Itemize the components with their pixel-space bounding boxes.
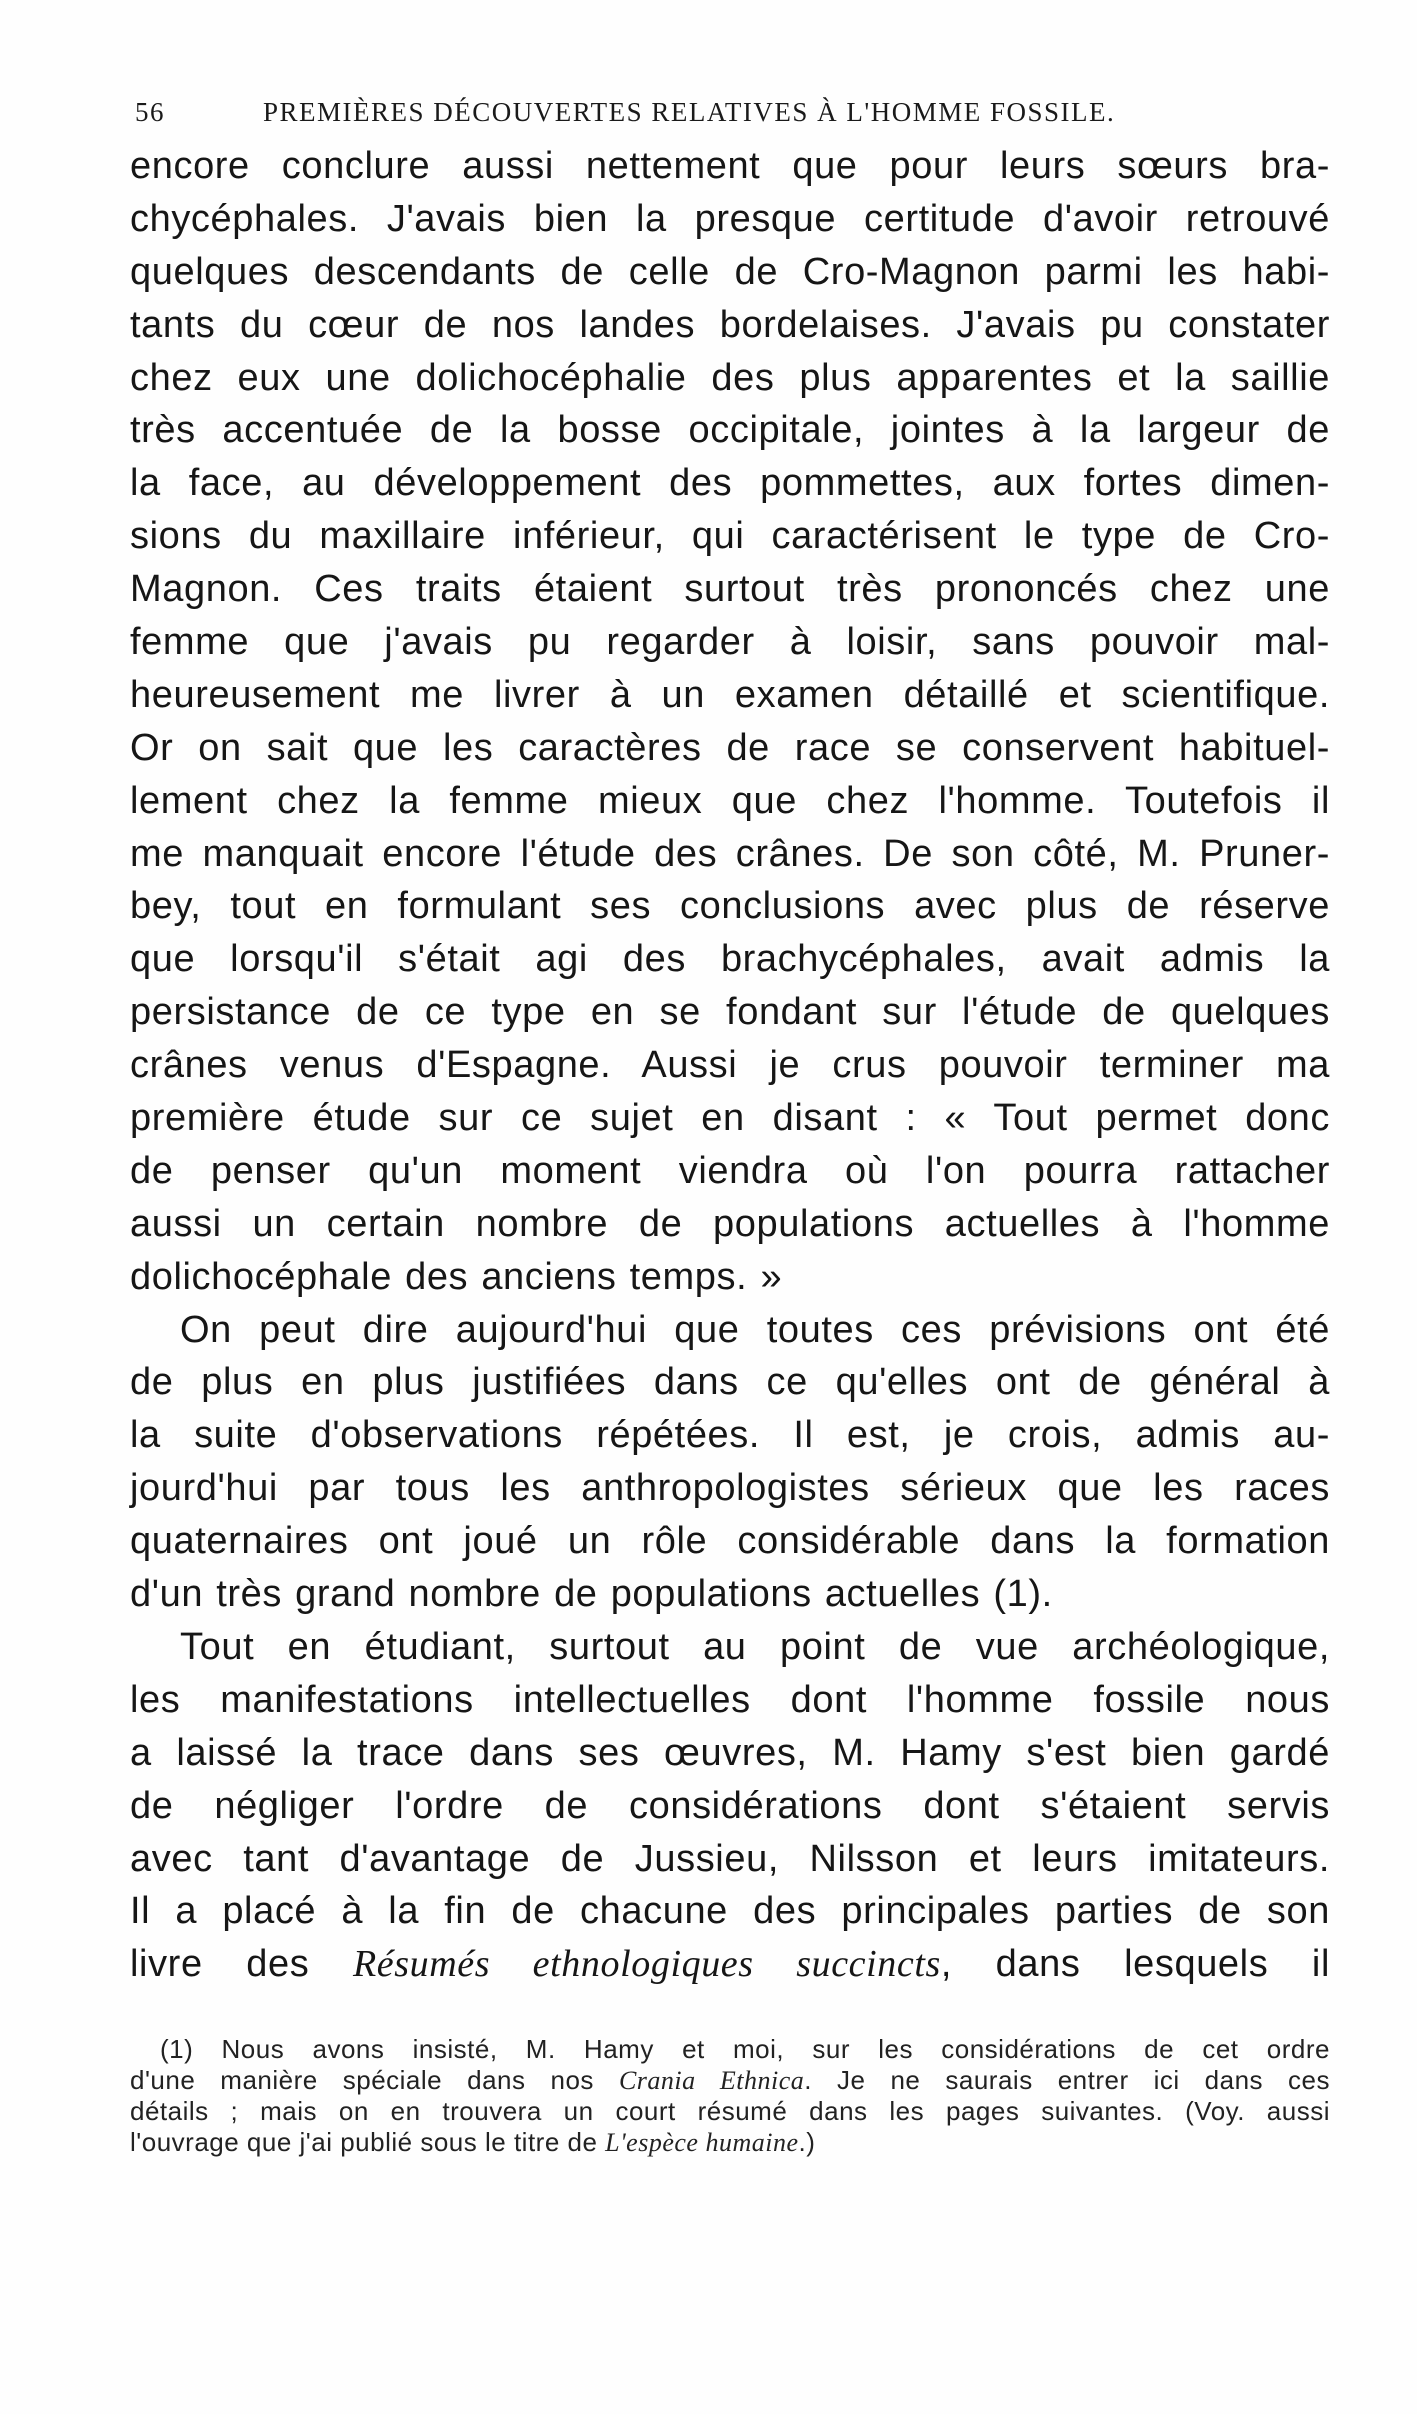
body-text [130, 140, 1330, 1991]
text-line: sions du maxillaire inférieur, qui caractérisent le type de Cro- [130, 515, 1330, 558]
text-line: persistance de ce type en se fondant sur l'étude de quelques [130, 991, 1330, 1034]
text-line: Magnon. Ces traits étaient surtout très prononcés chez une [130, 568, 1330, 611]
text-line: la face, au développement des pommettes, aux fortes dimen- [130, 462, 1330, 505]
text-line: Or on sait que les caractères de race se conservent habituel- [130, 726, 1330, 769]
text-fragment: livre des [130, 1943, 353, 1986]
text-line: bey, tout en formulant ses conclusions avec plus de réserve [130, 885, 1330, 928]
text-line: tants du cœur de nos landes bordelaises. J'avais pu constater [130, 303, 1330, 346]
text-line: très accentuée de la bosse occipitale, jointes à la largeur de [130, 409, 1330, 452]
book-title-italic: Résumés ethnologiques succincts [352, 1943, 941, 1986]
text-line: Il a placé à la fin de chacune des principales parties de son [130, 1890, 1330, 1933]
text-line: la suite d'observations répétées. Il est, je crois, admis au- [130, 1414, 1330, 1457]
text-line: chycéphales. J'avais bien la presque certitude d'avoir retrouvé [130, 197, 1330, 240]
text-line: d'un très grand nombre de populations actuelles (1). [130, 1573, 1053, 1616]
footnote-line: (1) Nous avons insisté, M. Hamy et moi, sur les considérations de cet ordre [160, 2034, 1330, 2064]
text-fragment: . Je ne saurais entrer ici dans ces [804, 2065, 1331, 2095]
text-line: lement chez la femme mieux que chez l'homme. Toutefois il [130, 779, 1330, 822]
text-line: quaternaires ont joué un rôle considérable dans la formation [130, 1520, 1330, 1563]
text-line: jourd'hui par tous les anthropologistes sérieux que les races [130, 1467, 1330, 1510]
text-fragment: .) [798, 2127, 816, 2157]
text-fragment: , dans lesquels il [940, 1943, 1330, 1986]
text-line: quelques descendants de celle de Cro-Magnon parmi les habi- [130, 250, 1330, 293]
footnote-line [130, 2127, 1330, 2158]
text-line: a laissé la trace dans ses œuvres, M. Hamy s'est bien gardé [130, 1731, 1330, 1774]
text-line: que lorsqu'il s'était agi des brachycéphales, avait admis la [130, 938, 1330, 981]
footnote-line [130, 2065, 1330, 2096]
text-line: crânes venus d'Espagne. Aussi je crus pouvoir terminer ma [130, 1044, 1330, 1087]
text-line: de plus en plus justifiées dans ce qu'elles ont de général à [130, 1361, 1330, 1404]
text-line: Tout en étudiant, surtout au point de vue archéologique, [180, 1625, 1330, 1668]
text-line: aussi un certain nombre de populations actuelles à l'homme [130, 1202, 1330, 1245]
text-line: de penser qu'un moment viendra où l'on pourra rattacher [130, 1149, 1330, 1192]
crania-ethnica-title: Crania Ethnica [618, 2066, 805, 2095]
text-line: de négliger l'ordre de considérations dont s'étaient servis [130, 1784, 1330, 1827]
text-line: les manifestations intellectuelles dont l'homme fossile nous [130, 1678, 1330, 1721]
page-number: 56 [135, 97, 165, 127]
footnote [130, 2034, 1330, 2158]
text-line: heureusement me livrer à un examen détaillé et scientifique. [130, 673, 1330, 716]
text-line: dolichocéphale des anciens temps. » [130, 1255, 783, 1298]
text-fragment: l'ouvrage que j'ai publié sous le titre de [130, 2127, 606, 2157]
running-title: PREMIÈRES DÉCOUVERTES RELATIVES À L'HOMME FOSSILE. [263, 97, 1116, 127]
text-line: encore conclure aussi nettement que pour leurs sœurs bra- [130, 145, 1330, 187]
text-fragment: d'une manière spéciale dans nos [130, 2065, 619, 2095]
text-line: femme que j'avais pu regarder à loisir, sans pouvoir mal- [130, 621, 1330, 664]
text-line: On peut dire aujourd'hui que toutes ces prévisions ont été [180, 1308, 1330, 1351]
footnote-line: détails ; mais on en trouvera un court résumé dans les pages suivantes. (Voy. aussi [130, 2096, 1330, 2126]
text-line-last [130, 1938, 1330, 1991]
espece-humaine-title: L'espèce humaine [605, 2128, 799, 2157]
text-line: chez eux une dolichocéphalie des plus apparentes et la saillie [130, 356, 1330, 399]
page-header [135, 97, 1245, 137]
text-line: me manquait encore l'étude des crânes. De son côté, M. Pruner- [130, 832, 1330, 875]
text-line: première étude sur ce sujet en disant : « Tout permet donc [130, 1097, 1330, 1140]
text-line: avec tant d'avantage de Jussieu, Nilsson et leurs imitateurs. [130, 1837, 1330, 1880]
